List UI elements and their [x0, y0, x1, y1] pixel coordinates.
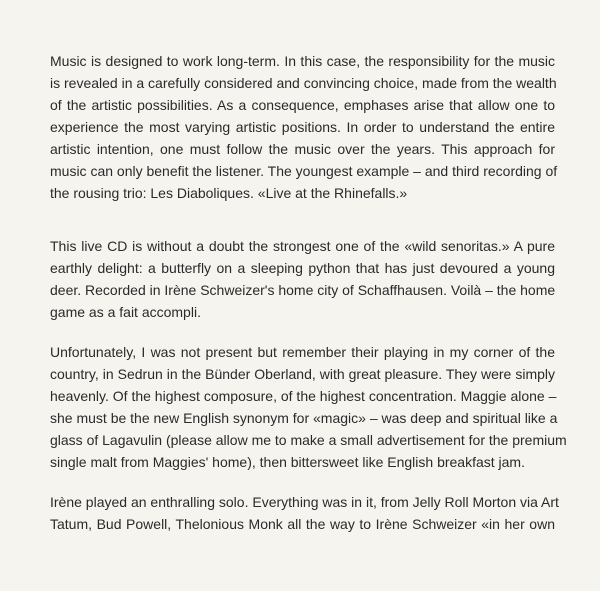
paragraph-line: glass of Lagavulin (please allow me to make a small advertisement for the premium [50, 432, 567, 448]
paragraph-line: experience the most varying artistic positions. In order to understand the entire [50, 119, 555, 135]
paragraph-line: Tatum, Bud Powell, Thelonious Monk all the way to Irène Schweizer «in her own [50, 516, 555, 532]
paragraph-line: This live CD is without a doubt the strongest one of the «wild senoritas.» A pure [50, 238, 555, 254]
paragraph-line: Unfortunately, I was not present but remember their playing in my corner of the [50, 344, 555, 360]
paragraph-line: is revealed in a carefully considered and convincing choice, made from the wealth [50, 75, 557, 91]
paragraph-line: single malt from Maggies' home), then bittersweet like English breakfast jam. [50, 454, 525, 470]
paragraph-line: country, in Sedrun in the Bünder Oberland, with great pleasure. They were simply [50, 366, 555, 382]
paragraph-1 [50, 50, 558, 204]
paragraph-2 [50, 235, 555, 323]
paragraph-line: Irène played an enthralling solo. Everything was in it, from Jelly Roll Morton via Art [50, 494, 559, 510]
paragraph-line: earthly delight: a butterfly on a sleeping python that has just devoured a young [50, 260, 555, 276]
paragraph-line: game as a fait accompli. [50, 304, 201, 320]
paragraph-line: music can only benefit the listener. The youngest example – and third recording of [50, 163, 558, 179]
paragraph-line: of the artistic possibilities. As a consequence, emphases arise that allow one to [50, 97, 555, 113]
paragraph-line: she must be the new English synonym for «magic» – was deep and spiritual like a [50, 410, 558, 426]
paragraph-3 [50, 341, 567, 473]
paragraph-4 [50, 491, 559, 535]
paragraph-line: deer. Recorded in Irène Schweizer's home city of Schaffhausen. Voilà – the home [50, 282, 556, 298]
paragraph-line: Music is designed to work long-term. In this case, the responsibility for the music [50, 53, 555, 69]
paragraph-line: the rousing trio: Les Diaboliques. «Live at the Rhinefalls.» [50, 185, 408, 201]
paragraph-line: artistic intention, one must follow the music over the years. This approach for [50, 141, 555, 157]
paragraph-line: heavenly. Of the highest composure, of the highest concentration. Maggie alone – [50, 388, 557, 404]
